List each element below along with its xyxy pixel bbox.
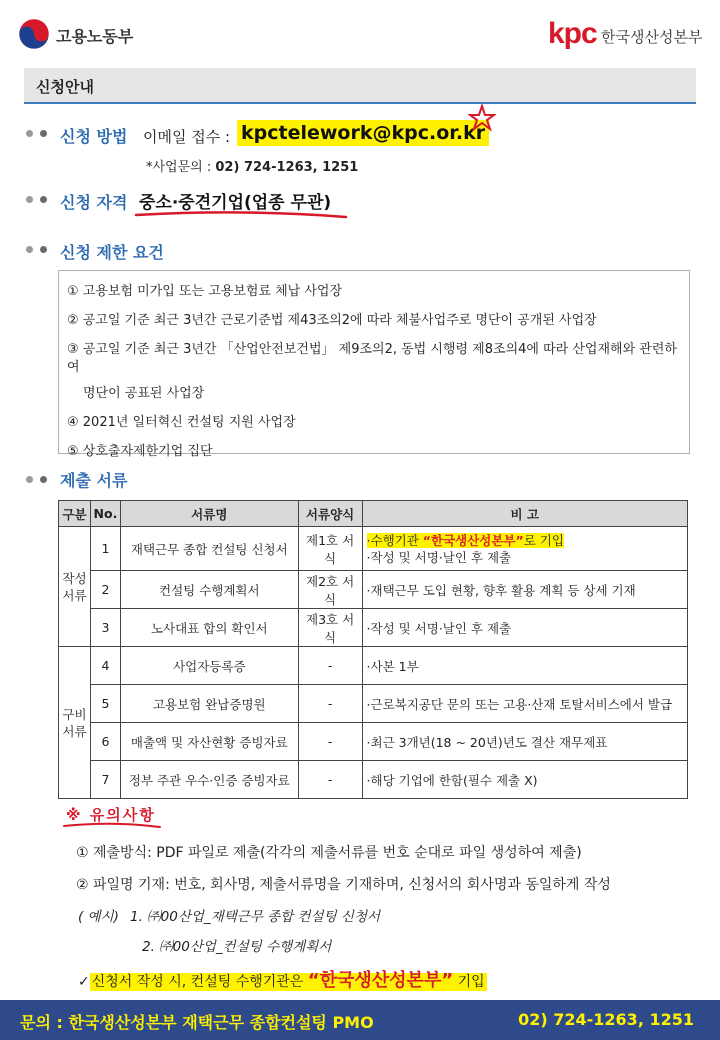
name-cell: 노사대표 합의 확인서 (120, 609, 298, 647)
header-cell: 비 고 (362, 501, 687, 527)
no-cell: 2 (90, 571, 120, 609)
note-cell: ·사본 1부 (362, 647, 687, 685)
group-cell: 구비 서류 (59, 647, 91, 799)
section-title-bar (24, 68, 696, 104)
note-text: ·작성 및 서명·날인 후 제출 (366, 549, 512, 565)
form-cell: 제1호 서식 (298, 527, 362, 571)
qualification-value: 중소·중견기업(업종 무관) (139, 193, 332, 213)
example-label: ( 예시) (78, 909, 119, 925)
apply-email-link[interactable]: kpctelework@kpc.or.kr (237, 120, 489, 146)
footer-phone: 02) 724-1263, 1251 (518, 1010, 694, 1029)
name-cell: 정부 주관 우수·인증 증빙자료 (120, 761, 298, 799)
notice-text: 기입 (453, 974, 485, 990)
name-cell: 매출액 및 자산현황 증빙자료 (120, 723, 298, 761)
bullet-icon (26, 196, 48, 206)
star-icon (468, 104, 496, 132)
table-row (59, 761, 688, 799)
kpc-logo: kpc (548, 17, 597, 50)
restrictions-box (58, 270, 690, 459)
inquiry-phone: 02) 724-1263, 1251 (215, 160, 359, 175)
notice-red-text: “한국생산성본부” (307, 970, 454, 991)
header-cell: 구분 (59, 501, 91, 527)
header-cell: 서류명 (120, 501, 298, 527)
section-title: 신청안내 (36, 78, 94, 96)
note-highlight (367, 533, 564, 548)
ministry-logo-icon (18, 18, 50, 50)
page-header (0, 0, 720, 66)
example-item: 2. ㈜00산업_컨설팅 수행계획서 (142, 939, 332, 955)
bullet-icon (26, 476, 48, 486)
qualification-title: 신청 자격 (60, 193, 128, 212)
footer-bar (0, 1000, 720, 1040)
no-cell: 7 (90, 761, 120, 799)
restriction-item: ② 공고일 기준 최근 3년간 근로기준법 제43조의2에 따라 체불사업주로 명단이 공개된 사업장 (67, 313, 597, 328)
note-cell: ·최근 3개년(18 ~ 20년)년도 결산 재무제표 (362, 723, 687, 761)
restriction-item: ③ 공고일 기준 최근 3년간 「산업안전보건법」 제9조의2, 동법 시행령 제8조의4에 따라 산업재해와 관련하여 (67, 342, 677, 375)
kpc-name: 한국생산성본부 (601, 28, 703, 46)
restriction-item-continued: 명단이 공표된 사업장 (83, 386, 205, 401)
header-cell: No. (90, 501, 120, 527)
caution-title: ※ 유의사항 (66, 806, 156, 824)
form-cell: - (298, 685, 362, 723)
note-cell: ·재택근무 도입 현황, 향후 활용 계획 등 상세 기재 (362, 571, 687, 609)
inquiry-prefix: *사업문의 : (146, 160, 216, 175)
note-cell (362, 527, 687, 571)
table-header-row (59, 501, 688, 527)
table-row (59, 609, 688, 647)
note-text: 로 기입 (523, 532, 564, 548)
restriction-item: ⑤ 상호출자제한기업 집단 (67, 444, 213, 459)
table-row (59, 647, 688, 685)
note-text: ·수행기관 (366, 532, 423, 548)
name-cell: 컨설팅 수행계획서 (120, 571, 298, 609)
business-inquiry (146, 156, 358, 175)
restriction-item: ④ 2021년 일터혁신 컨설팅 지원 사업장 (67, 415, 296, 430)
footer-contact: 문의 : 한국생산성본부 재택근무 종합컨설팅 PMO (20, 1013, 374, 1032)
form-cell: - (298, 761, 362, 799)
apply-method-label: 이메일 접수 : (143, 128, 231, 146)
table-row (59, 723, 688, 761)
table-row (59, 571, 688, 609)
header-cell: 서류양식 (298, 501, 362, 527)
check-icon: ✓ (78, 974, 90, 990)
no-cell: 4 (90, 647, 120, 685)
note-cell: ·근로복지공단 문의 또는 고용·산재 토탈서비스에서 발급 (362, 685, 687, 723)
note-cell: ·작성 및 서명·날인 후 제출 (362, 609, 687, 647)
note-cell: ·해당 기업에 한함(필수 제출 X) (362, 761, 687, 799)
red-underline-icon (134, 205, 350, 221)
example-item: 1. ㈜00산업_재택근무 종합 컨설팅 신청서 (130, 909, 381, 925)
note-red-text: “한국생산성본부” (422, 532, 524, 548)
group-cell: 작성 서류 (59, 527, 91, 647)
bullet-icon (26, 130, 48, 140)
notice-line (78, 966, 487, 992)
documents-title: 제출 서류 (60, 471, 128, 490)
no-cell: 1 (90, 527, 120, 571)
form-cell: - (298, 723, 362, 761)
restriction-item: ① 고용보험 미가입 또는 고용보험료 체납 사업장 (67, 284, 343, 299)
table-row (59, 527, 688, 571)
bullet-icon (26, 246, 48, 256)
no-cell: 5 (90, 685, 120, 723)
apply-method-title: 신청 방법 (60, 127, 128, 146)
no-cell: 6 (90, 723, 120, 761)
notice-highlight (90, 970, 487, 991)
name-cell: 고용보험 완납증명원 (120, 685, 298, 723)
form-cell: - (298, 647, 362, 685)
no-cell: 3 (90, 609, 120, 647)
caution-item: ① 제출방식: PDF 파일로 제출(각각의 제출서류를 번호 순대로 파일 생성하여 제출) (76, 845, 582, 861)
name-cell: 재택근무 종합 컨설팅 신청서 (120, 527, 298, 571)
form-cell: 제2호 서식 (298, 571, 362, 609)
caution-item: ② 파일명 기재: 번호, 회사명, 제출서류명을 기재하며, 신청서의 회사명과 동일하게 작성 (76, 877, 611, 893)
ministry-name: 고용노동부 (56, 27, 134, 46)
documents-table (58, 500, 688, 799)
restrictions-title: 신청 제한 요건 (60, 243, 164, 262)
notice-text: 신청서 작성 시, 컨설팅 수행기관은 (91, 974, 308, 990)
table-row (59, 685, 688, 723)
red-underline-icon (62, 818, 162, 832)
form-cell: 제3호 서식 (298, 609, 362, 647)
name-cell: 사업자등록증 (120, 647, 298, 685)
